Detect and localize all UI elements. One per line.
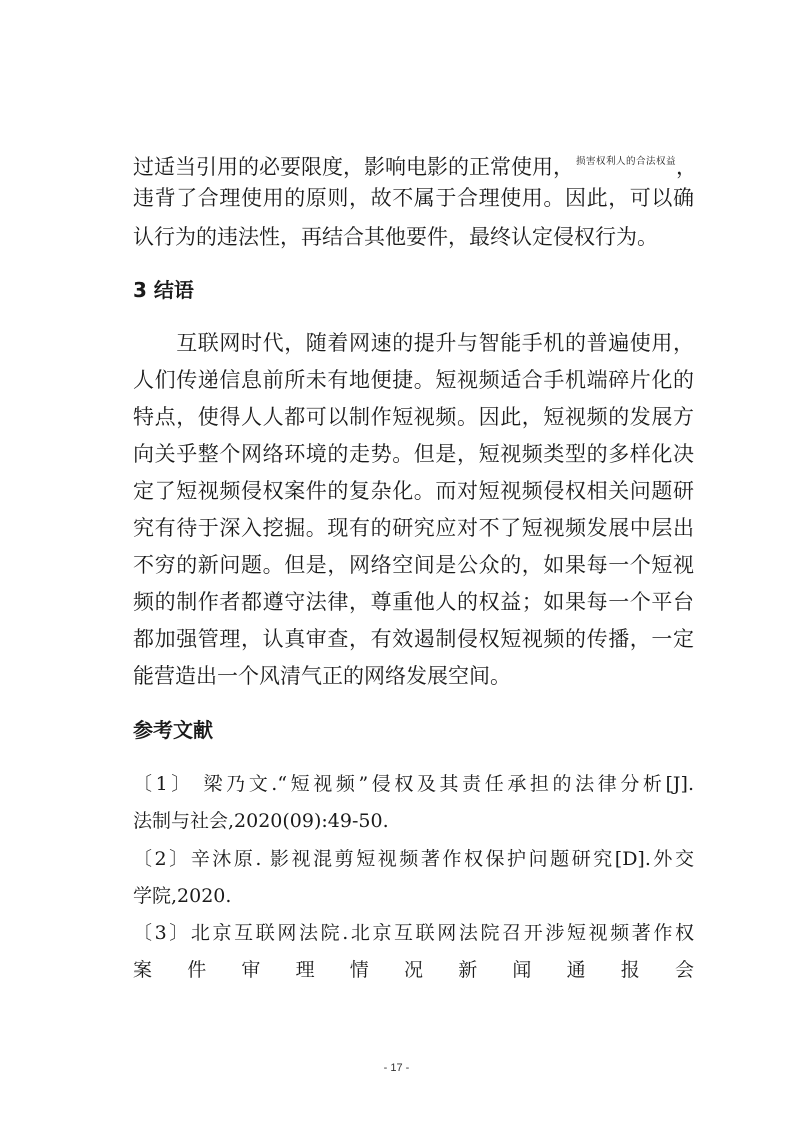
conclusion-line: 究有待于深入挖掘。现有的研究应对不了短视频发展中层出 [133, 516, 694, 540]
reference-line: 案 件 审 理 情 况 新 闻 通 报 会 [133, 959, 694, 981]
conclusion-line: 不穷的新问题。但是，网络空间是公众的，如果每一个短视 [133, 553, 694, 577]
conclusion-line: 互联网时代，随着网速的提升与智能手机的普遍使用， [133, 331, 694, 355]
conclusion-line: 特点，使得人人都可以制作短视频。因此，短视频的发展方 [133, 405, 694, 429]
reference-line: 〔3〕北京互联网法院.北京互联网法院召开涉短视频著作权 [133, 922, 694, 944]
inline-small-note: 损害权利人的合法权益 [576, 156, 677, 167]
body-line-1 [133, 148, 698, 181]
conclusion-line: 人们传递信息前所未有地便捷。短视频适合手机端碎片化的 [133, 368, 694, 392]
body-line-1-end: ， [676, 155, 698, 179]
reference-line: 学院,2020. [133, 885, 232, 907]
references-heading: 参考文献 [133, 718, 213, 742]
conclusion-line: 向关乎整个网络环境的走势。但是，短视频类型的多样化决 [133, 442, 694, 466]
page-number: - 17 - [383, 1062, 410, 1074]
body-line-2: 违背了合理使用的原则，故不属于合理使用。因此，可以确 [133, 186, 694, 210]
body-line-1-main: 过适当引用的必要限度，影响电影的正常使用， [133, 155, 574, 179]
reference-line: 〔1〕 梁乃文.“短视频”侵权及其责任承担的法律分析[J]. [133, 773, 694, 795]
conclusion-line: 能营造出一个风清气正的网络发展空间。 [133, 664, 511, 688]
conclusion-line: 频的制作者都遵守法律，尊重他人的权益；如果每一个平台 [133, 590, 694, 614]
reference-line: 〔2〕辛沐原. 影视混剪短视频著作权保护问题研究[D].外交 [133, 848, 694, 870]
conclusion-line: 都加强管理，认真审查，有效遏制侵权短视频的传播，一定 [133, 627, 694, 651]
section-heading-conclusion: 3 结语 [133, 278, 194, 302]
reference-line: 法制与社会,2020(09):49-50. [133, 810, 389, 832]
conclusion-line: 定了短视频侵权案件的复杂化。而对短视频侵权相关问题研 [133, 479, 694, 503]
body-line-3: 认行为的违法性，再结合其他要件，最终认定侵权行为。 [133, 225, 658, 249]
